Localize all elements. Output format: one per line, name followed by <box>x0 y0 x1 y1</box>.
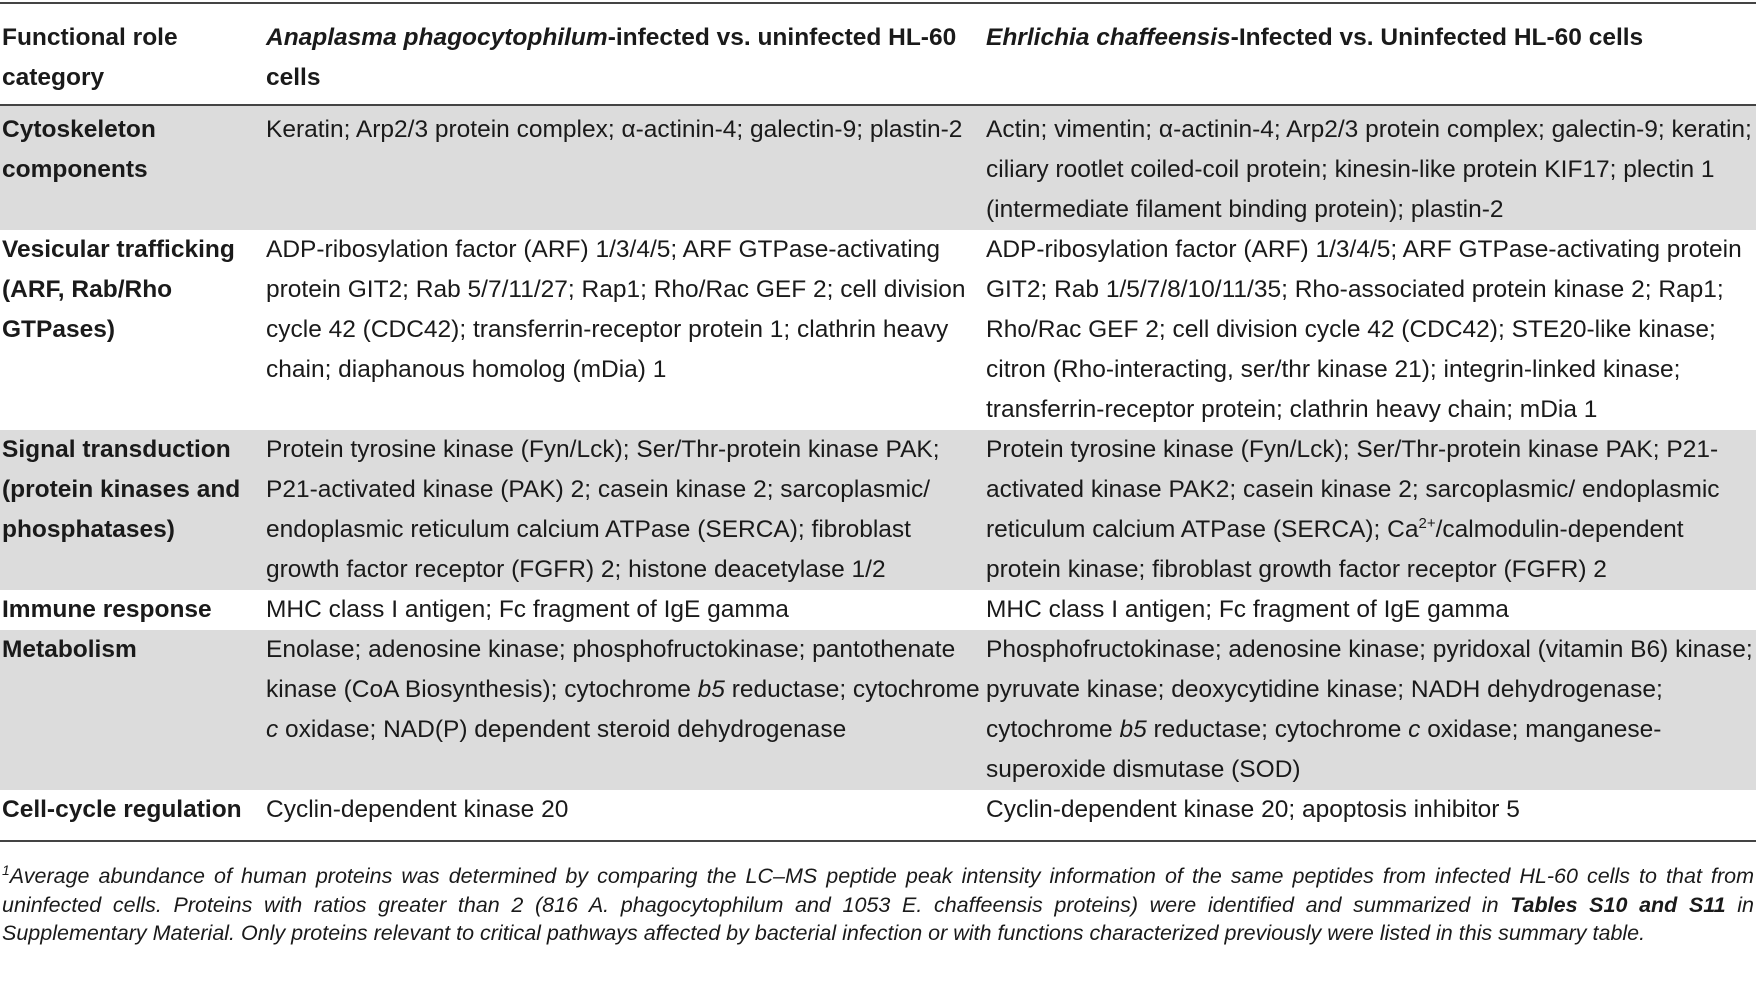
row-ehrlichia-cell: Cyclin-dependent kinase 20; apoptosis inhibitor 5 <box>986 796 1520 823</box>
italic-term: b5 <box>697 676 725 703</box>
ehrlichia-text-pre: Protein tyrosine kinase (Fyn/Lck); Ser/Thr-protein kinase PAK; P21-activated kinase PAK2; casein kinase 2; sarcoplasmic/ endoplasmic reticulum calcium ATPase (SERCA); Ca <box>986 436 1720 543</box>
table-row <box>0 105 1756 230</box>
row-category: Metabolism <box>0 630 266 790</box>
row-anaplasma-cell: MHC class I antigen; Fc fragment of IgE gamma <box>266 596 789 623</box>
footnote-text: Average abundance of human proteins was determined by comparing the LC–MS peptide peak intensity information of the same peptides from infected HL-60 cells to that from uninfected cells. Proteins with ratios greater than 2 (816 A. phagocytophilum and 1053 E. chaffeensis proteins) were identified and summarized in <box>2 864 1754 917</box>
text-segment: Phosphofructokinase; adenosine kinase; pyridoxal (vitamin B6) kinase; pyruvate kinase; deoxycytidine kinase; NADH dehydrogenase; cytochrome <box>986 636 1753 743</box>
row-anaplasma-cell: Cyclin-dependent kinase 20 <box>266 796 569 823</box>
header-anaplasma-species: Anaplasma phagocytophilum <box>266 24 608 51</box>
row-anaplasma-cell <box>266 630 986 790</box>
italic-term: b5 <box>1119 716 1147 743</box>
row-category: Cytoskeleton components <box>0 105 266 230</box>
table-row <box>0 230 1756 430</box>
row-anaplasma-cell: ADP-ribosylation factor (ARF) 1/3/4/5; ARF GTPase-activating protein GIT2; Rab 5/7/11/27; Rap1; Rho/Rac GEF 2; cell division cycle 42 (CDC42); transferrin-receptor protein 1; clathrin heavy chain; diaphanous homolog (mDia) 1 <box>266 236 966 383</box>
table-body <box>0 105 1756 841</box>
italic-term: c <box>1408 716 1421 743</box>
text-segment: oxidase; NAD(P) dependent steroid dehydrogenase <box>278 716 847 743</box>
text-segment: reductase; cytochrome <box>1146 716 1409 743</box>
footnote-supplementary-link: Tables S10 and S11 <box>1510 892 1726 917</box>
paper-table-page <box>0 2 1756 999</box>
table-row <box>0 590 1756 630</box>
summary-table <box>0 2 1756 842</box>
header-ehrlichia-species: Ehrlichia chaffeensis <box>986 24 1231 51</box>
header-ehrlichia <box>986 3 1756 105</box>
row-category: Signal transduction (protein kinases and phosphatases) <box>0 430 266 590</box>
table-footnote <box>0 842 1756 948</box>
header-anaplasma-suffix: -infected vs. uninfected HL-60 cells <box>266 24 957 91</box>
ehrlichia-text-post: /calmodulin-dependent protein kinase; fibroblast growth factor receptor (FGFR) 2 <box>986 516 1684 583</box>
row-ehrlichia-cell: Actin; vimentin; α-actinin-4; Arp2/3 protein complex; galectin-9; keratin; ciliary rootlet coiled-coil protein; kinesin-like protein KIF17; plectin 1 (intermediate filament binding protein); plastin-2 <box>986 105 1756 230</box>
header-ehrlichia-suffix: -Infected vs. Uninfected HL-60 cells <box>1230 24 1644 51</box>
footnote-text: in Supplementary Material. Only proteins relevant to critical pathways affected by bacterial infection or with functions characterized previously were listed in this summary table. <box>2 892 1754 945</box>
text-segment: oxidase; manganese-superoxide dismutase (SOD) <box>986 716 1662 783</box>
row-anaplasma-cell: Keratin; Arp2/3 protein complex; α-actinin-4; galectin-9; plastin-2 <box>266 105 986 230</box>
row-ehrlichia-cell: MHC class I antigen; Fc fragment of IgE gamma <box>986 596 1509 623</box>
row-category: Vesicular trafficking (ARF, Rab/Rho GTPases) <box>2 236 235 343</box>
header-category: Functional role category <box>2 24 178 91</box>
row-category: Cell-cycle regulation <box>2 796 242 823</box>
text-segment: reductase; cytochrome <box>724 676 980 703</box>
header-anaplasma <box>266 3 986 105</box>
table-header <box>0 3 1756 105</box>
row-anaplasma-cell: Protein tyrosine kinase (Fyn/Lck); Ser/Thr-protein kinase PAK; P21-activated kinase (PAK) 2; casein kinase 2; sarcoplasmic/ endoplasmic reticulum calcium ATPase (SERCA); fibroblast growth factor receptor (FGFR) 2; histone deacetylase 1/2 <box>266 430 986 590</box>
calcium-charge-superscript: 2+ <box>1418 514 1436 532</box>
row-ehrlichia-cell <box>986 430 1756 590</box>
row-ehrlichia-cell: ADP-ribosylation factor (ARF) 1/3/4/5; ARF GTPase-activating protein GIT2; Rab 1/5/7/8/10/11/35; Rho-associated protein kinase 2; Rap1; Rho/Rac GEF 2; cell division cycle 42 (CDC42); STE20-like kinase; citron (Rho-interacting, ser/thr kinase 21); integrin-linked kinase; transferrin-receptor protein; clathrin heavy chain; mDia 1 <box>986 236 1742 423</box>
table-row <box>0 790 1756 841</box>
row-category: Immune response <box>2 596 212 623</box>
row-ehrlichia-cell <box>986 630 1756 790</box>
table-row <box>0 630 1756 790</box>
footnote-marker: 1 <box>2 861 10 878</box>
text-segment: Enolase; adenosine kinase; phosphofructokinase; pantothenate kinase (CoA Biosynthesis); cytochrome <box>266 636 956 703</box>
table-row <box>0 430 1756 590</box>
italic-term: c <box>266 716 279 743</box>
